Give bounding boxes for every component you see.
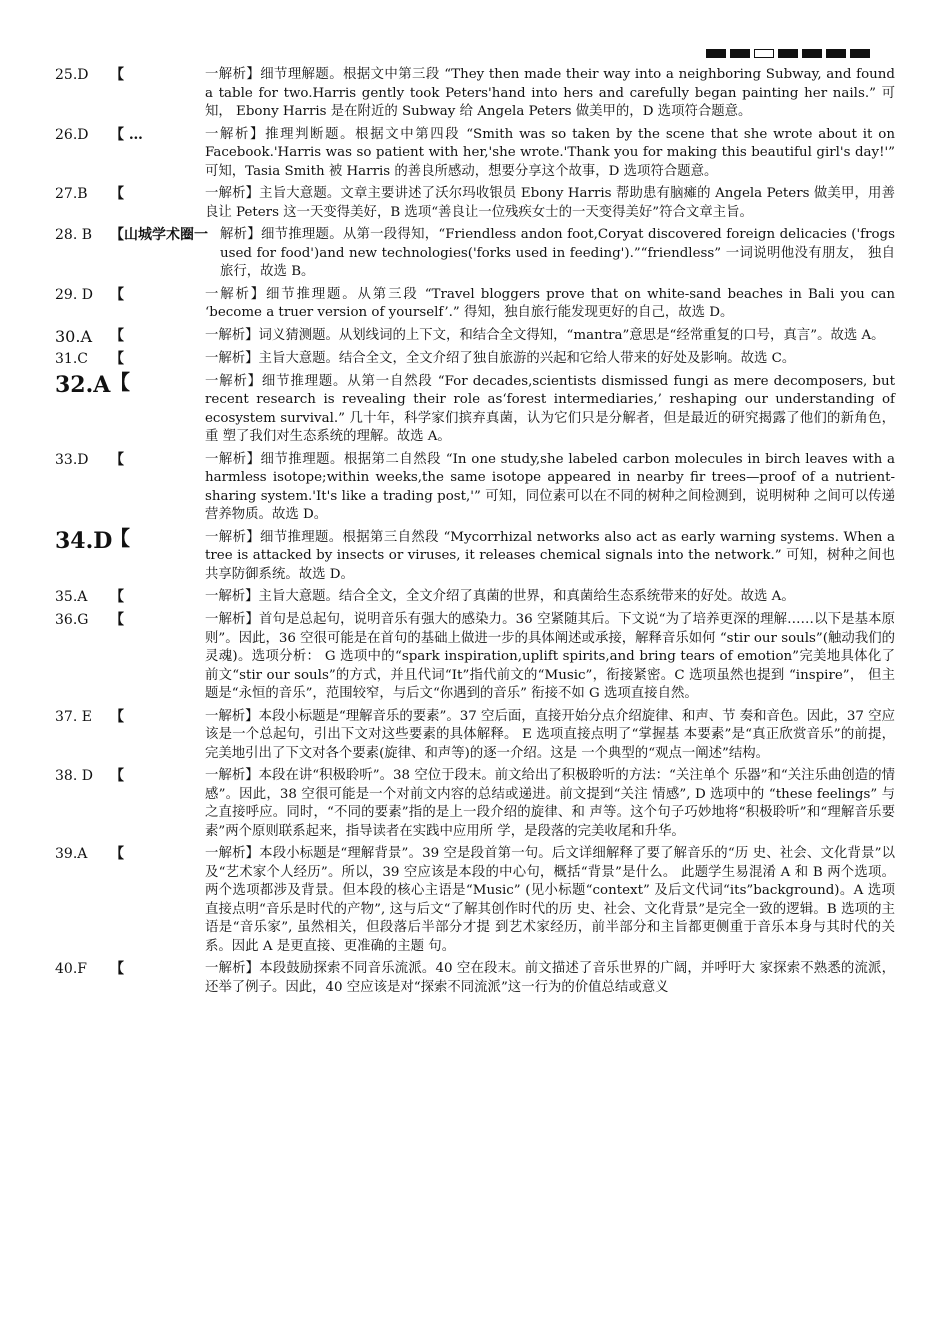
answer-explanation: 一解析】细节推理题。根据第二自然段 “In one study,she labeled carbon molecules in birch leaves with a harmless isotope;within weeks,the same isotope appeared in nearby fir trees—proof of a nutrient-sharing system.'It's like a trading post,'” 可知，同位素可以在不同的树种之间检测到，说明树种 之间可以传递营养物质。故选 D。 <box>205 451 895 522</box>
answer-explanation: 一解析】主旨大意题。结合全文，全文介绍了真菌的世界，和真菌给生态系统带来的好处。故选 A。 <box>205 589 795 604</box>
answer-number: 33.D <box>55 451 89 468</box>
answer-item-30 <box>55 327 895 346</box>
answer-bracket: 【 <box>110 612 124 628</box>
header-mark-hollow <box>754 49 774 58</box>
answer-number: 37. E <box>55 708 92 725</box>
answer-bracket: 【 <box>110 286 124 303</box>
answer-item-32 <box>55 369 895 447</box>
answer-explanation: 一解析】主旨大意题。结合全文，全文介绍了独自旅游的兴起和它给人带来的好处及影响。故选 C。 <box>205 350 796 366</box>
answer-bracket: 【 … <box>110 126 143 143</box>
answer-item-25 <box>55 66 895 122</box>
answer-bracket: 【 <box>110 186 124 202</box>
answer-bracket: 【 <box>110 589 124 605</box>
answer-item-34 <box>55 525 895 585</box>
answer-number: 35.A <box>55 589 88 605</box>
answer-bracket: 【 <box>110 350 124 367</box>
answer-item-38 <box>55 767 895 841</box>
answer-explanation: 一解析】本段小标题是“理解背景”。39 空是段首第一句。后文详细解释了要了解音乐的“历 史、社会、文化背景”以及“艺术家个人经历”。所以，39 空应该是本段的中心句，概括“背景”是什么。 此题学生易混淆 A 和 B 两个选项。两个选项都涉及背景。但本段的核心主语是“Music” (见小标题“context” 及后文代词“its”background)。A 选项直接点明“音乐是时代的产物”, 这与后文“了解其创作时代的历 史、社会、文化背景”是完全一致的逻辑。B 选项的主语是“音乐家”, 虽然相关，但段落后半部分才提 到艺术家经历，前半部分和主旨都更侧重于音乐本身与其时代的关系。因此 A 是更直接、更准确的主题 句。 <box>205 846 895 954</box>
answer-item-29 <box>55 286 895 323</box>
answer-bracket: 【 <box>110 768 124 784</box>
answer-item-39 <box>55 845 895 956</box>
header-mark <box>850 49 870 58</box>
answer-bracket: 【 <box>110 708 124 725</box>
answer-bracket: 【 <box>110 961 124 977</box>
header-mark <box>730 49 750 58</box>
answer-explanation: 解析】细节推理题。从第一段得知，“Friendless andon foot,Coryat discovered foreign delicacies ('frogs used for food')and new technologies('forks used in feeding').”“friendless” 一词说明他没有朋友， 独自旅行，故选 B。 <box>220 227 895 279</box>
answer-bracket: 【 <box>110 67 124 83</box>
answer-explanation: 一解析】细节推理题。从第一自然段 “For decades,scientists dismissed fungi as mere decomposers, but recent research is revealing their role as‘forest intermediaries,’ reshaping our understanding of ecosystem survival.” 几十年，科学家们摈弃真菌，认为它们只是分解者，但是最近的研究揭露了他们的新角色，重 塑了我们对生态系统的理解。故选 A。 <box>205 373 895 444</box>
answer-number: 26.D <box>55 126 89 143</box>
answer-item-26 <box>55 126 895 182</box>
answer-explanation: 一解析】本段鼓励探索不同音乐流派。40 空在段末。前文描述了音乐世界的广阔，并呼吁大 家探索不熟悉的流派，还举了例子。因此，40 空应该是对“探索不同流派”这一行为的价值总结或意义 <box>205 961 895 995</box>
answer-item-36 <box>55 611 895 704</box>
answer-bracket: 【 <box>110 369 130 394</box>
answer-explanation: 一解析】细节推理题。从第三段 “Travel bloggers prove that on white-sand beaches in Bali you can ‘become a truer version of yourself’.” 得知，独自旅行能发现更好的自己，故选 D。 <box>205 286 895 320</box>
header-mark <box>802 49 822 58</box>
answer-item-28 <box>55 226 895 282</box>
answer-number: 34.D <box>55 527 113 554</box>
answer-number: 40.F <box>55 961 87 977</box>
answer-explanation: 一解析】主旨大意题。文章主要讲述了沃尔玛收银员 Ebony Harris 帮助患有脑瘫的 Angela Peters 做美甲，用善良让 Peters 这一天变得美好，B 选项“善良让一位残疾女士的一天变得美好”符合文章主旨。 <box>205 186 895 220</box>
header-mark <box>706 49 726 58</box>
answer-explanation: 一解析】首句是总起句，说明音乐有强大的感染力。36 空紧随其后。下文说“为了培养更深的理解……以下是基本原则”。因此，36 空很可能是在首句的基础上做进一步的具体阐述或承接，解释音乐如何 “stir our souls”(触动我们的灵魂)。选项分析： G 选项中的“spark inspiration,uplift spirits,and bring tears of emotion”完美地具体化了前文“stir our souls”的方式，并且代词“It”指代前文的“Music”，衔接紧密。C 选项虽然也提到 “inspire”， 但主题是“永恒的音乐”，范围较窄，与后文“你遇到的音乐” 衔接不如 G 选项直接自然。 <box>205 612 895 701</box>
answer-number: 32.A <box>55 371 111 398</box>
header-mark <box>826 49 846 58</box>
answer-number: 28. B <box>55 227 93 243</box>
answer-number: 29. D <box>55 286 93 303</box>
answer-explanation: 一解析】细节理解题。根据文中第三段 “They then made their way into a neighboring Subway, and found a table for two.Harris gently took Peters'hand into hers and carefully began painting her nails.” 可知， Ebony Harris 是在附近的 Subway 给 Angela Peters 做美甲的，D 选项符合题意。 <box>205 67 895 119</box>
answer-list <box>55 66 895 1001</box>
answer-explanation: 一解析】本段在讲“积极聆听”。38 空位于段末。前文给出了积极聆听的方法：“关注单个 乐器”和“关注乐曲创造的情感”。因此，38 空很可能是一个对前文内容的总结或递进。前文提到“关注 情感”, D 选项中的 “these feelings” 与之直接呼应。同时，“不同的要素”指的是上一段介绍的旋律、和 声等。这个句子巧妙地将“积极聆听”和“理解音乐要素”两个原则联系起来，指导读者在实践中应用所 学，是段落的完美收尾和升华。 <box>205 768 895 839</box>
answer-item-35 <box>55 588 895 607</box>
answer-number: 36.G <box>55 612 89 628</box>
header-mark <box>778 49 798 58</box>
answer-explanation: 一解析】本段小标题是“理解音乐的要素”。37 空后面，直接开始分点介绍旋律、和声、节 奏和音色。因此，37 空应该是一个总起句，引出下文对这些要素的具体解释。 E 选项直接点明了“掌握基 本要素”是“真正欣赏音乐”的前提，完美地引出了下文对各个要素(旋律、和声等)的逐一介绍。这是 一个典型的“观点一阐述”结构。 <box>205 708 895 761</box>
answer-number: 25.D <box>55 67 89 83</box>
answer-bracket: 【 <box>110 525 130 550</box>
answer-bracket: 【 <box>110 327 124 344</box>
answer-item-31 <box>55 350 895 369</box>
answer-number: 39.A <box>55 846 88 862</box>
answer-item-27 <box>55 185 895 222</box>
answer-number: 31.C <box>55 350 88 367</box>
answer-item-40 <box>55 960 895 997</box>
answer-bracket: 【山城学术圈一 <box>110 227 208 243</box>
answer-explanation: 一解析】推理判断题。根据文中第四段 “Smith was so taken by the scene that she wrote about it on Facebook.'Harris was so patient with her,'she wrote.'Thank you for making this beautiful girl's day!'” 可知，Tasia Smith 被 Harris 的善良所感动，想要分享这个故事，D 选项符合题意。 <box>205 126 895 179</box>
answer-bracket: 【 <box>110 846 124 862</box>
answer-explanation: 一解析】词义猜测题。从划线词的上下文，和结合全文得知，“mantra”意思是“经常重复的口号，真言”。故选 A。 <box>205 327 885 343</box>
answer-number: 27.B <box>55 186 88 202</box>
answer-explanation: 一解析】细节推理题。根据第三自然段 “Mycorrhizal networks also act as early warning systems. When a tree is attacked by insects or viruses, it releases chemical signals into the network.” 可知，树种之间也 共享防御系统。故选 D。 <box>205 529 895 582</box>
header-marks <box>706 49 870 58</box>
answer-item-33 <box>55 451 895 525</box>
answer-number: 30.A <box>55 326 92 346</box>
answer-item-37 <box>55 708 895 764</box>
answer-number: 38. D <box>55 768 93 784</box>
answer-bracket: 【 <box>110 451 124 468</box>
